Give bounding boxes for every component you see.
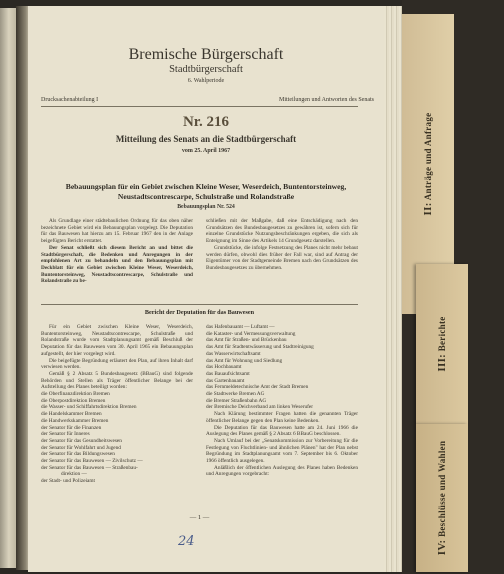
list-item: das Wasserwirtschaftsamt [206,350,261,357]
list-item: direktion — [61,471,87,478]
legislative-period: 6. Wahlperiode [187,78,225,84]
list-item: die Stadtwerke Bremen AG [206,391,265,398]
list-item: die Oberfinanzdirektion Bremen [41,391,110,398]
report-text-right [206,324,358,504]
plan-title-line-1: Bebauungsplan für ein Gebiet zwischen Kleine Weser, Weserdeich, Buntentorsteinweg, [65,182,347,191]
communication-title: Mitteilung des Senats an die Stadtbürgerschaft [115,134,297,144]
list-item: das Hafenbauamt — Luftamt — [206,324,275,330]
divider-tab-beschluesse[interactable] [416,424,468,572]
section-rule [41,304,358,305]
list-item: der Stadt- und Polizeiamt [41,478,95,485]
list-item: das Gartenbauamt [206,377,245,384]
page-number: — 1 — [189,514,210,521]
list-item: das Amt für Wohnung und Siedlung [206,357,283,364]
running-head-right: Mitteilungen und Antworten des Senats [279,97,374,103]
list-item: der Senator für Wohlfahrt und Jugend [41,444,121,451]
document-page [28,6,400,572]
list-item: der Senator für das Bildungswesen [41,451,115,458]
tab-label: Anträge und Anfrage [423,112,433,201]
divider-tab-berichte[interactable] [416,264,468,424]
communication-date: vom 25. April 1967 [181,148,231,154]
list-item: die Wasser- und Schiffahrtsdirektion Bremen [41,404,137,411]
list-item: das Fernmeldetechnische Amt der Stadt Bremen [206,384,309,391]
report-paragraph-2: Die beigefügte Begründung erläutert den Plan, auf ihren Inhalt darf verwiesen werden. [41,357,193,371]
senate-text-right [206,218,358,304]
report-paragraph-6: Nach Umlauf bei der „Senatskommission zur Vorbereitung für die Festlegung von Fluchtlinien- und ähnlichen Plänen" hat der Plan nebst Begründung im Stadtplanungsamt vom 7. September bis 6. Oktober 1966 öffentlich ausgelegen. [206,437,358,465]
list-item: das Amt für Straßen- und Brückenbau [206,337,287,344]
tab-number: II: [422,202,434,216]
senate-text-left [41,218,193,304]
report-paragraph-4: Nach Klärung bestimmter Fragen hatten die genannten Träger öffentlicher Belange gegen den Plan keine Bedenken. [206,411,358,424]
list-item: die Handelskammer Bremen [41,411,102,418]
report-text-left [41,324,193,485]
list-item: der Senator für das Bauwesen — Zivilschutz — [41,458,143,465]
list-item: das Bauaufsichtsamt [206,370,250,377]
list-item: die Handwerkskammer Bremen [41,417,109,424]
handwritten-number: 24 [178,534,195,549]
list-item: das Amt für Stadtentwässerung und Stadtreinigung [206,344,314,351]
list-item: das Hochbauamt [206,364,242,371]
chamber-title: Stadtbürgerschaft [169,64,243,75]
plan-number: Bebauungsplan Nr. 524 [177,204,235,210]
report-paragraph-3: Gemäß § 2 Absatz 5 Bundesbaugesetz (BBauG) sind folgende Behörden und Stellen als Träger öffentlicher Belange bei der Aufstellung des Planes beteiligt worden: [41,370,193,391]
report-paragraph-5: Die Deputation für das Bauwesen hatte am 24. Juni 1966 die Auslegung des Planes gemäß § 2 Absatz 6 BBauG beschlossen. [206,424,358,438]
tab-label: Berichte [437,316,447,352]
senate-paragraph-1: Als Grundlage einer städtebaulichen Ordnung für das oben näher bezeichnete Gebiet wird ein Bebauungsplan vorgelegt. Die Deputation für das Bauwesen hat hierzu am 15. Februar 1967 den in der Anlage beigefügten Bericht erstattet. [41,218,193,245]
tab-number: III: [436,353,448,372]
document-number: Nr. 216 [182,114,230,130]
list-item: die Oberpostdirektion Bremen [41,397,106,404]
list-item: der Senator für die Finanzen [41,424,102,431]
plan-title-line-2: Neustadtscontrescarpe, Schulstraße und Rolandstraße [117,192,295,201]
report-paragraph-7: Anläßlich der öffentlichen Auslegung des Planes haben Bedenken und Anregungen vorgebracht: [206,464,358,478]
senate-paragraph-4: Grundstücke, die infolge Festsetzung des Planes nicht mehr bebaut werden dürfen, obwohl dies früher der Fall war, sind auf Antrag der Eigentümer von der Stadtgemeinde Bremen nach den Grundsätzen des Bundesbaugesetzes zu übernehmen. [206,244,358,271]
report-paragraph-1: Für ein Gebiet zwischen Kleine Weser, Weserdeich, Buntentorsteinweg, Neustadtscontrescarpe, Schulstraße und Rolandstraße wurde vom Stadtplanungsamt gemäß Beschluß der Deputation für das Bauwesen vom 30. April 1965 ein Bebauungsplan aufgestellt, der hier vorgelegt wird. [41,324,193,357]
senate-paragraph-2: Der Senat schließt sich diesem Bericht an und bittet die Stadtbürgerschaft, die Bedenken und Anregungen in der empfohlenen Art zu behandeln und den Bebauungsplan mit Deckblatt für ein Gebiet zwischen Kleine Weser, Weserdeich, Buntentorsteinweg, Neustadtscontrescarpe, Schulstraße und Rolandstraße zu be- [41,244,193,285]
report-heading: Bericht der Deputation für das Bauwesen [144,309,255,316]
tab-number: IV: [436,539,448,556]
facing-page-edge [0,8,16,568]
list-item: die Bremer Straßenbahn AG [206,397,267,404]
list-item: der Bremische Deichverband am linken Weserufer [206,404,313,411]
running-head-left: Drucksachenabteilung I [41,97,99,103]
senate-paragraph-3: schließen mit der Maßgabe, daß eine Entschädigung nach den Grundsätzen des Bundesbaugesetzes zu gewähren ist, sofern sich für einzelne Grundstücke Nutzungsbeschränkungen ergeben, die sich als Enteignung im Sinne des Artikels 14 Grundgesetz darstellen. [206,218,358,245]
header-rule [41,106,358,107]
binder-divider-tabs [402,0,504,574]
list-item: der Senator für das Gesundheitswesen [41,437,122,444]
page-fore-edge [384,6,402,572]
list-item: der Senator für Inneres [41,431,90,438]
list-item: die Kataster- und Vermessungsverwaltung [206,330,296,337]
list-item: der Senator für das Bauwesen — Straßenbau- [41,464,138,471]
tab-label: Beschlüsse und Wahlen [437,440,447,537]
parliament-title: Bremische Bürgerschaft [128,46,284,63]
